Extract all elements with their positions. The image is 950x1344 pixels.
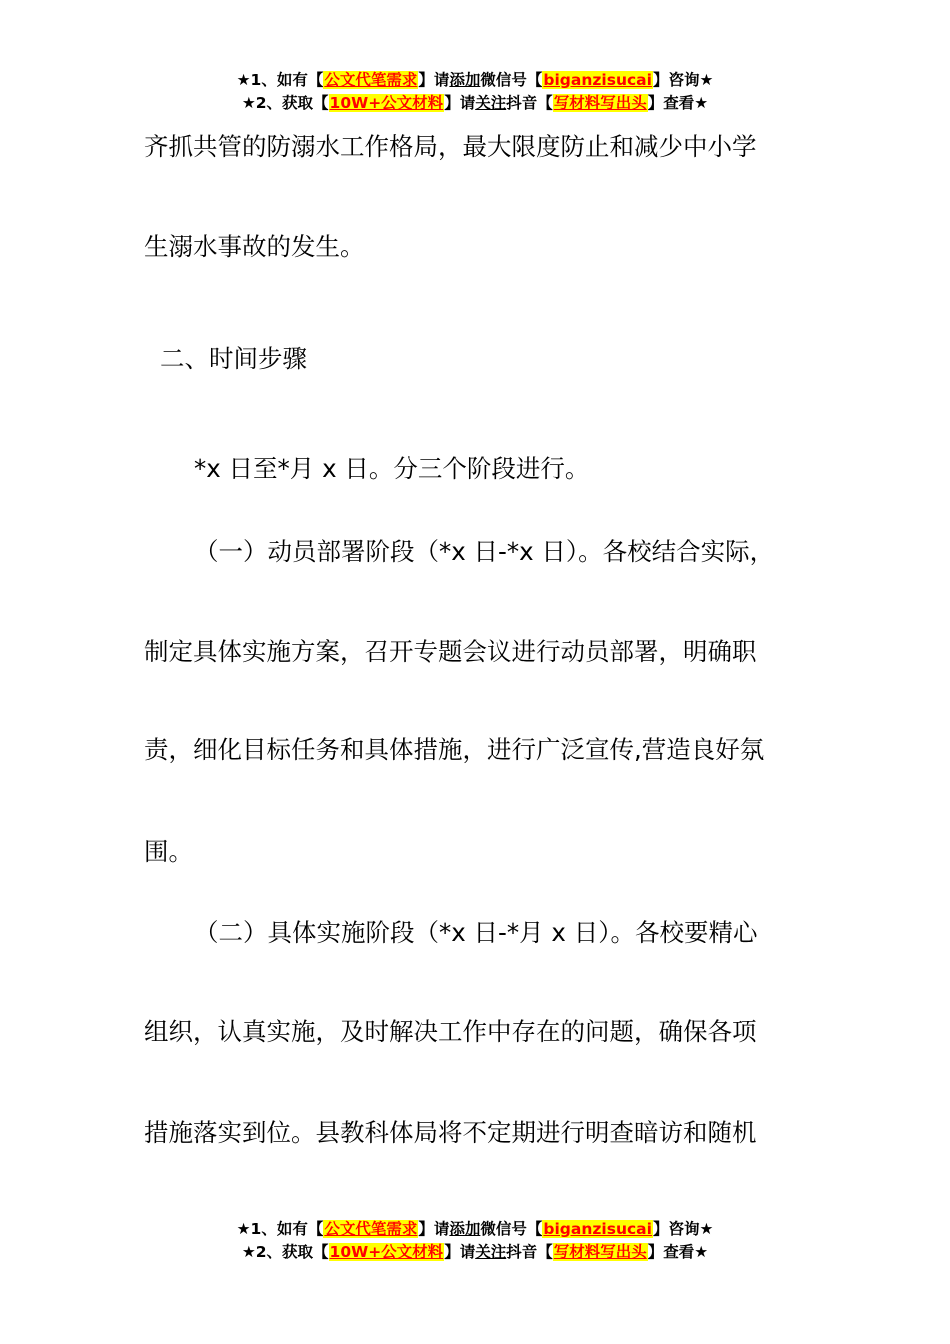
- body-line: *x 日至*月 x 日。分三个阶段进行。: [194, 454, 590, 483]
- body-line: 生溺水事故的发生。: [144, 232, 365, 261]
- footer-banner: [0, 1218, 950, 1264]
- banner-emphasis: 添加: [449, 71, 481, 89]
- section-heading: 二、时间步骤: [160, 344, 307, 373]
- banner-text: 抖音【: [506, 1243, 553, 1261]
- banner-text: 】请: [418, 71, 450, 89]
- banner-text: 】咨询★: [652, 71, 714, 89]
- banner-line-1: [0, 1218, 950, 1241]
- banner-emphasis: 关注: [475, 1243, 507, 1261]
- banner-line-1: [0, 69, 950, 92]
- body-line: 齐抓共管的防溺水工作格局，最大限度防止和减少中小学: [144, 132, 757, 161]
- banner-text: ★1、如有【: [236, 71, 324, 89]
- banner-text: ★1、如有【: [236, 1220, 324, 1238]
- body-line: （二）具体实施阶段（*x 日-*月 x 日）。各校要精心: [194, 918, 758, 947]
- banner-text: 】查看★: [647, 94, 709, 112]
- body-line: 责，细化目标任务和具体措施，进行广泛宣传,营造良好氛: [144, 735, 765, 764]
- banner-highlight: 公文代笔需求: [324, 1220, 418, 1238]
- banner-text: 】请: [444, 1243, 476, 1261]
- banner-highlight: 写材料写出头: [553, 1243, 647, 1261]
- banner-highlight: 写材料写出头: [553, 94, 647, 112]
- banner-text: ★2、获取【: [241, 1243, 329, 1261]
- body-line: 制定具体实施方案，召开专题会议进行动员部署，明确职: [144, 637, 757, 666]
- body-line: 组织，认真实施，及时解决工作中存在的问题，确保各项: [144, 1017, 757, 1046]
- banner-line-2: [0, 92, 950, 115]
- banner-highlight: 10W+公文材料: [329, 94, 444, 112]
- banner-line-2: [0, 1241, 950, 1264]
- banner-text: 】请: [444, 94, 476, 112]
- banner-text: 微信号【: [480, 71, 543, 89]
- banner-text: ★2、获取【: [241, 94, 329, 112]
- body-line: 措施落实到位。县教科体局将不定期进行明查暗访和随机: [144, 1118, 757, 1147]
- banner-highlight: biganzisucai: [543, 1220, 652, 1238]
- banner-text: 抖音【: [506, 94, 553, 112]
- banner-highlight: 10W+公文材料: [329, 1243, 444, 1261]
- banner-highlight: 公文代笔需求: [324, 71, 418, 89]
- banner-text: 】咨询★: [652, 1220, 714, 1238]
- banner-emphasis: 添加: [449, 1220, 481, 1238]
- banner-text: 微信号【: [480, 1220, 543, 1238]
- body-line: 围。: [144, 837, 193, 866]
- banner-emphasis: 关注: [475, 94, 507, 112]
- banner-highlight: biganzisucai: [543, 71, 652, 89]
- banner-text: 】查看★: [647, 1243, 709, 1261]
- body-line: （一）动员部署阶段（*x 日-*x 日）。各校结合实际，: [194, 537, 775, 566]
- header-banner: [0, 69, 950, 115]
- banner-text: 】请: [418, 1220, 450, 1238]
